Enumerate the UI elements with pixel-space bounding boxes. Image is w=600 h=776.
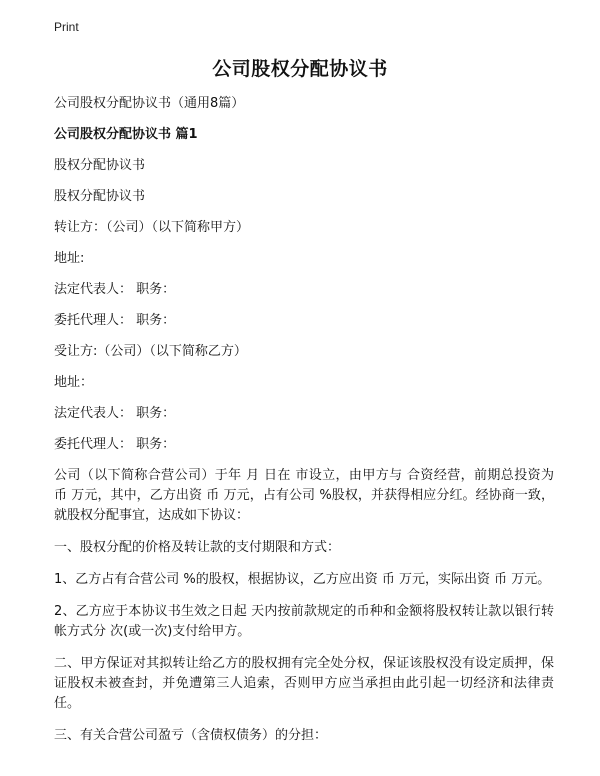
clause-three-heading: 三、有关合营公司盈亏（含债权债务）的分担：: [54, 728, 328, 743]
company-paragraph: 公司（以下简称合营公司）于年 月 日在 市设立，由甲方与 合资经营，前期总投资为 币 万元，其中，乙方出资 币 万元，占有公司 %股权，并获得相应分红。经协商一致，就股权分配事宜，达成如下协议：: [54, 468, 554, 523]
document-body: [54, 94, 554, 758]
clause-one-heading: 一、股权分配的价格及转让款的支付期限和方式：: [54, 540, 341, 555]
intro-line: 公司股权分配协议书（通用8篇）: [54, 96, 245, 111]
document-title: 公司股权分配协议书: [212, 58, 388, 80]
agent-line-1: 委托代理人： 职务：: [54, 313, 176, 328]
section-title: 公司股权分配协议书 篇1: [54, 127, 198, 142]
address-line-2: 地址：: [54, 375, 94, 390]
clause-two: 二、甲方保证对其拟转让给乙方的股权拥有完全处分权，保证该股权没有设定质押，保证股权未被查封，并免遭第三人追索，否则甲方应当承担由此引起一切经济和法律责任。: [54, 656, 554, 711]
transferor-line: 转让方：（公司）（以下简称甲方）: [54, 220, 250, 235]
legal-rep-line-2: 法定代表人： 职务：: [54, 406, 176, 421]
agreement-line-1: 股权分配协议书: [54, 158, 146, 173]
agent-line-2: 委托代理人： 职务：: [54, 437, 176, 452]
clause-one-item-1: 1、乙方占有合营公司 %的股权，根据协议，乙方应出资 币 万元，实际出资 币 万元。: [54, 572, 551, 587]
print-label: Print: [54, 20, 79, 34]
clause-one-item-2: 2、乙方应于本协议书生效之日起 天内按前款规定的币种和金额将股权转让款以银行转帐方式分 次(或一次)支付给甲方。: [54, 604, 554, 639]
legal-rep-line-1: 法定代表人： 职务：: [54, 282, 176, 297]
address-line-1: 地址:: [54, 251, 85, 266]
transferee-line: 受让方:（公司）（以下简称乙方）: [54, 344, 247, 359]
agreement-line-2: 股权分配协议书: [54, 189, 146, 204]
